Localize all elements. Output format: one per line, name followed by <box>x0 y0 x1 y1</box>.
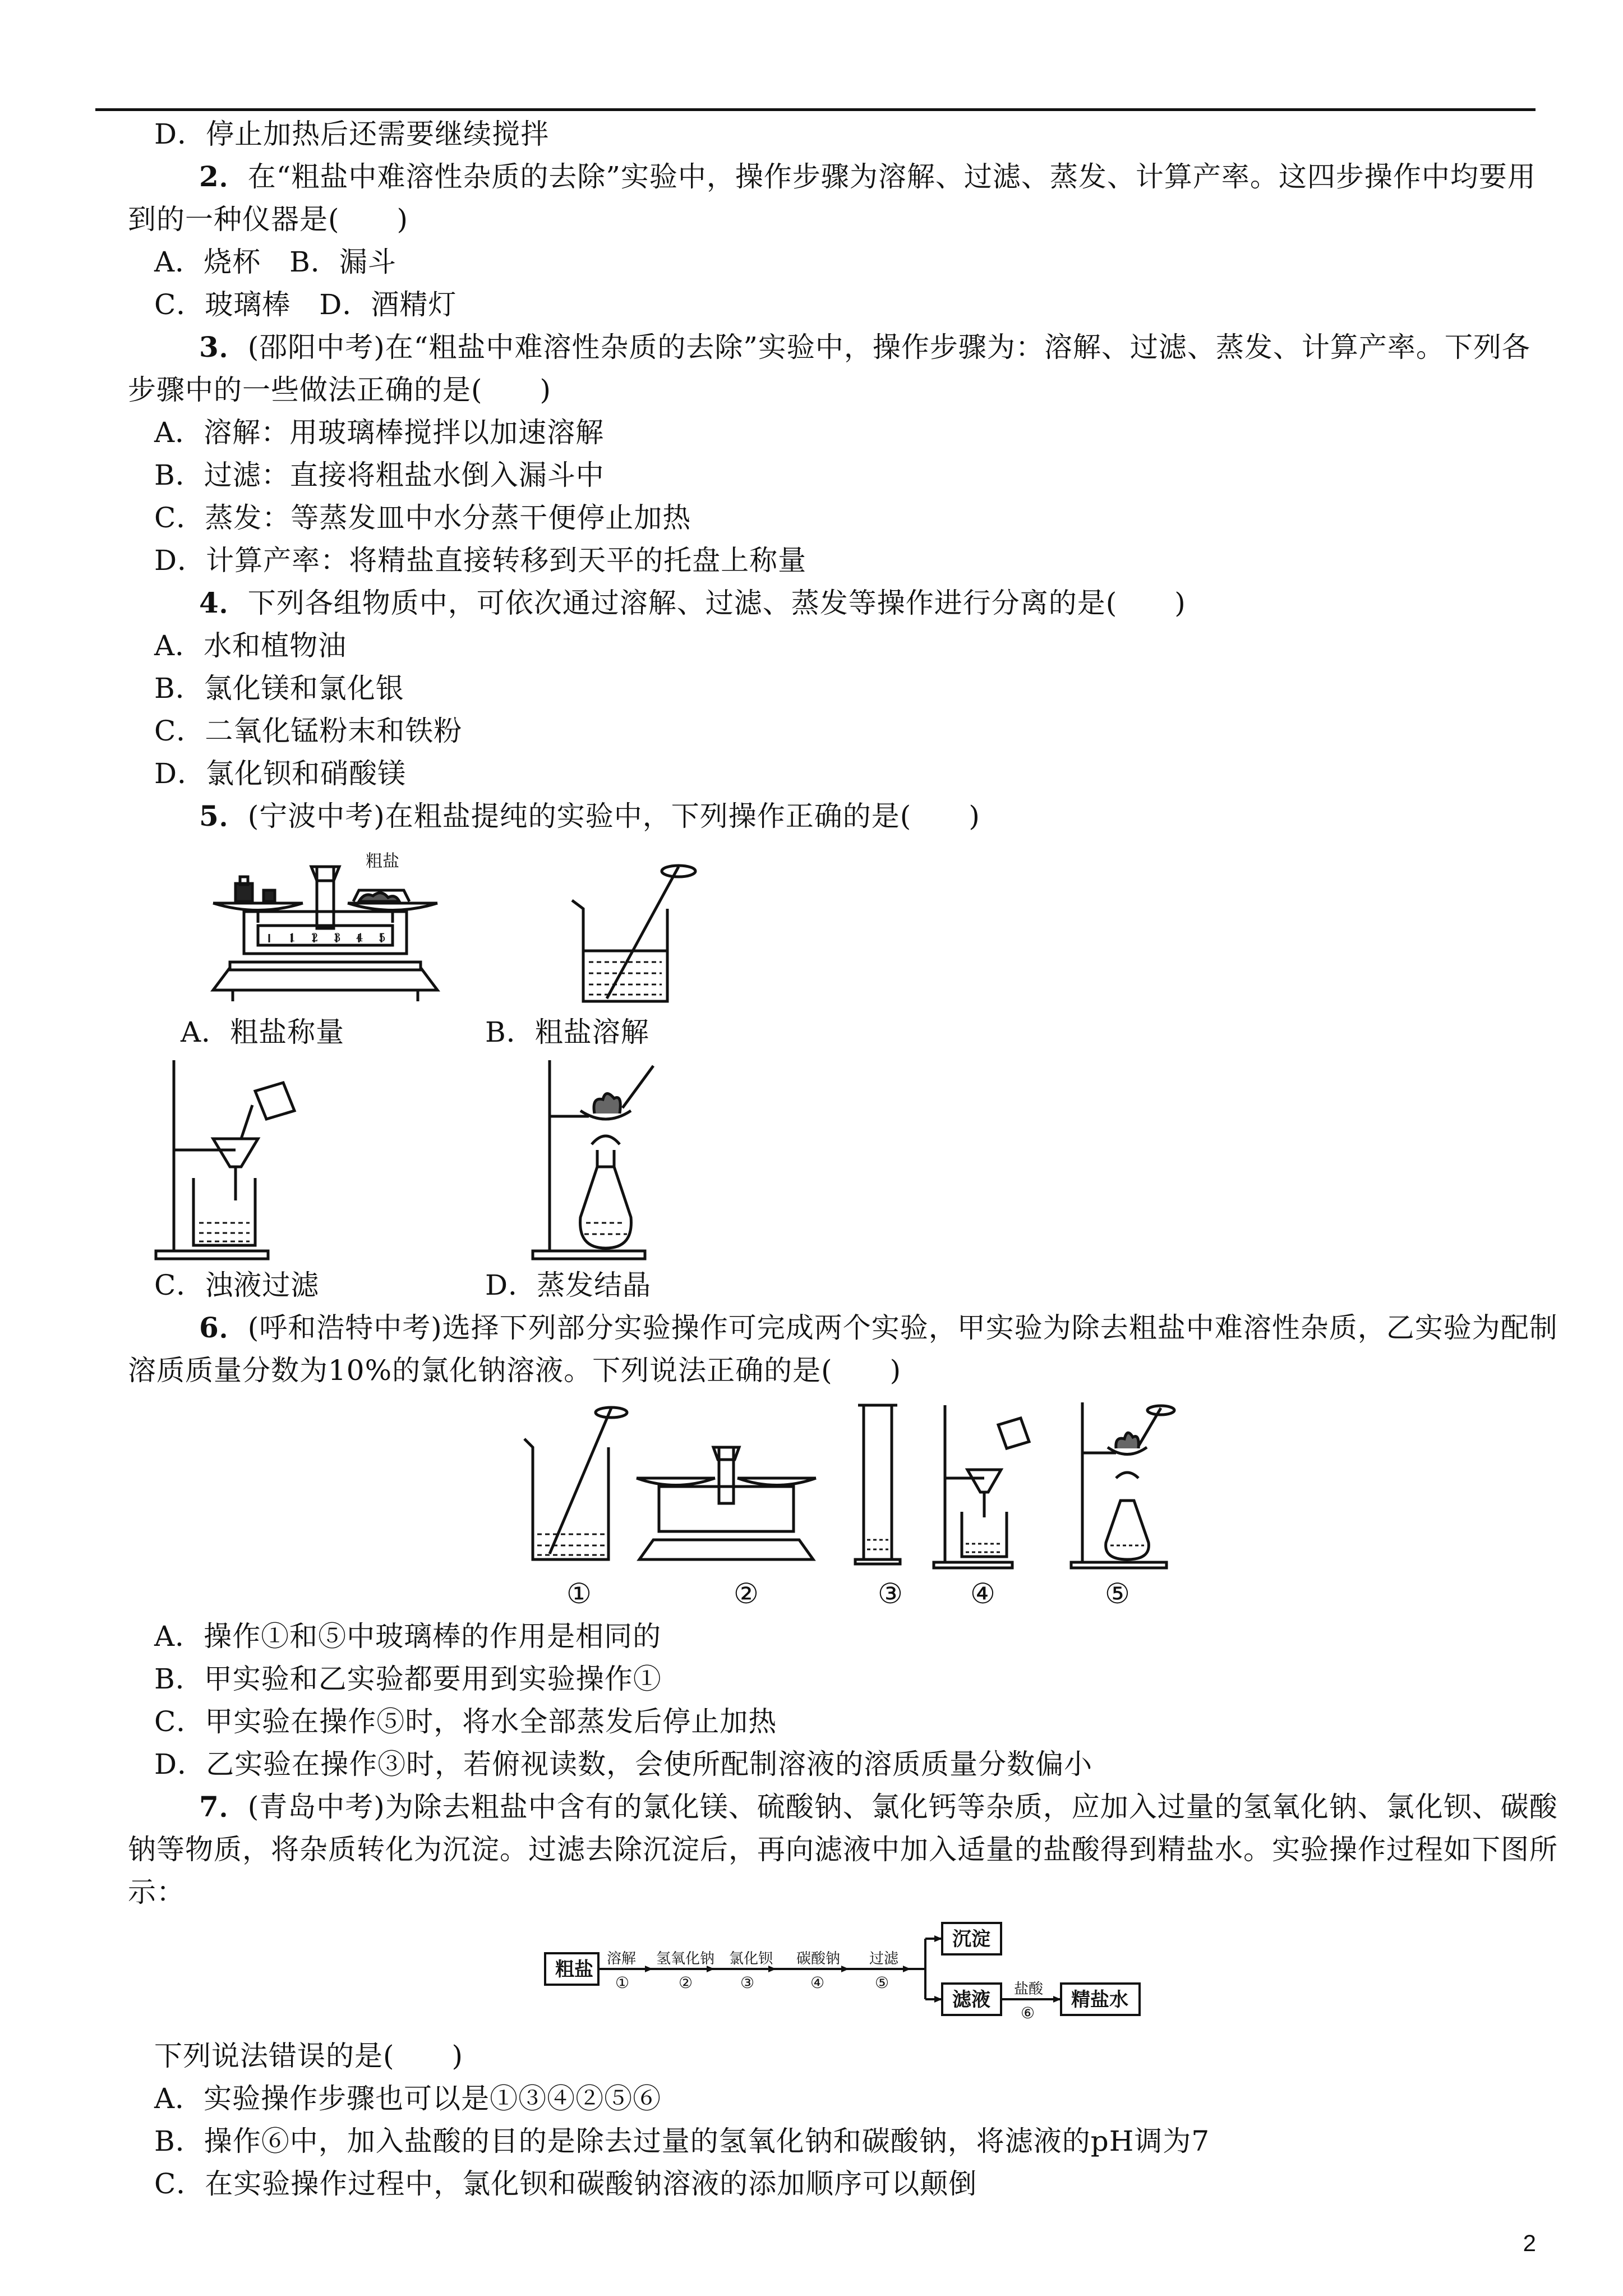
q7-stem-line3: 示： <box>128 1876 185 1908</box>
q6-option-a: A．操作①和⑤中玻璃棒的作用是相同的 <box>154 1620 662 1653</box>
q6-label-3: ③ <box>878 1577 903 1610</box>
q7-option-a: A．实验操作步骤也可以是①③④②⑤⑥ <box>154 2082 662 2115</box>
q7-stem-line2: 钠等物质，将杂质转化为沉淀。过滤去除沉淀后，再向滤液中加入适量的盐酸得到精盐水。实验操作过程如下图所 <box>128 1833 1558 1866</box>
q5-evaporation-figure <box>527 1055 673 1262</box>
q4-option-b: B．氯化镁和氯化银 <box>154 672 404 705</box>
q7-number: 7． <box>199 1790 248 1823</box>
q6-label-1: ① <box>566 1577 592 1610</box>
q6-label-2: ② <box>734 1577 759 1610</box>
flow-filtrate: 滤液 <box>952 1989 990 2011</box>
header-rule <box>95 108 1536 111</box>
q5-caption-d: D．蒸发结晶 <box>485 1269 652 1301</box>
q5-tick-5: 5 <box>379 931 386 944</box>
q6-option-c: C．甲实验在操作⑤时，将水全部蒸发后停止加热 <box>154 1705 777 1738</box>
q5-caption-b: B．粗盐溶解 <box>485 1016 649 1048</box>
q2-stem-line1: 在“粗盐中难溶性杂质的去除”实验中，操作步骤为溶解、过滤、蒸发、计算产率。这四步操作中均要用 <box>247 160 1536 193</box>
q2-stem-line2: 到的一种仪器是( ) <box>128 203 409 236</box>
q4-number: 4． <box>199 586 248 619</box>
q6-option-d: D．乙实验在操作③时，若俯视读数，会使所配制溶液的溶质质量分数偏小 <box>154 1748 1093 1780</box>
q2-number: 2． <box>199 160 248 193</box>
q6-option-b: B．甲实验和乙实验都要用到实验操作① <box>154 1663 662 1695</box>
q3-stem <box>199 329 1530 366</box>
flow-step1-top: 溶解 <box>607 1950 637 1967</box>
q4-option-d: D．氯化钡和硝酸镁 <box>154 757 407 790</box>
q2-options-ab: A．烧杯 B．漏斗 <box>154 246 396 278</box>
q5-balance-figure <box>191 850 460 1007</box>
flow-precipitate: 沉淀 <box>952 1928 990 1950</box>
flow-step3-top: 氯化钡 <box>729 1950 773 1967</box>
q3-option-a: A．溶解：用玻璃棒搅拌以加速溶解 <box>154 416 605 449</box>
q7-flowchart <box>538 1918 1155 2031</box>
q6-label-5: ⑤ <box>1105 1577 1131 1610</box>
flow-step4-top: 碳酸钠 <box>796 1950 841 1967</box>
flow-step4-bottom: ④ <box>810 1973 825 1992</box>
flow-step2-top: 氢氧化钠 <box>656 1950 715 1967</box>
q3-number: 3． <box>199 330 248 364</box>
q5-salt-label: 粗盐 <box>366 852 399 871</box>
page-number: 2 <box>1523 2230 1536 2256</box>
q7-option-b: B．操作⑥中，加入盐酸的目的是除去过量的氢氧化钠和碳酸钠，将滤液的pH调为7 <box>154 2125 1210 2157</box>
flow-start: 粗盐 <box>555 1958 593 1981</box>
q5-caption-a: A．粗盐称量 <box>181 1016 345 1048</box>
q7-stem <box>199 1788 1558 1825</box>
q5-tick-4: 4 <box>356 931 363 944</box>
q3-option-c: C．蒸发：等蒸发皿中水分蒸干便停止加热 <box>154 501 691 534</box>
q6-stem-line1: (呼和浩特中考)选择下列部分实验操作可完成两个实验，甲实验为除去粗盐中难溶性杂质，乙实验为配制 <box>247 1312 1558 1344</box>
q6-label-4: ④ <box>970 1577 996 1610</box>
q4-option-c: C．二氧化锰粉末和铁粉 <box>154 715 463 747</box>
q4-stem-line1: 下列各组物质中，可依次通过溶解、过滤、蒸发等操作进行分离的是( ) <box>247 587 1186 619</box>
q5-tick-1: 1 <box>289 931 296 944</box>
q5-number: 5． <box>199 799 248 832</box>
flow-step3-bottom: ③ <box>740 1973 755 1992</box>
q5-caption-c: C．浊液过滤 <box>154 1269 320 1301</box>
q5-stem-line1: (宁波中考)在粗盐提纯的实验中，下列操作正确的是( ) <box>247 800 980 832</box>
q5-tick-3: 3 <box>334 931 341 944</box>
flow-step5-top: 过滤 <box>869 1950 899 1967</box>
q6-operations-figure <box>516 1397 1206 1571</box>
flow-acid-top: 盐酸 <box>1014 1981 1044 1998</box>
q3-option-b: B．过滤：直接将粗盐水倒入漏斗中 <box>154 459 605 491</box>
q5-tick-2: 2 <box>311 931 319 944</box>
q7-stem-line1: (青岛中考)为除去粗盐中含有的氯化镁、硫酸钠、氯化钙等杂质，应加入过量的氢氧化钠、氯化钡、碳酸 <box>247 1791 1558 1823</box>
q7-option-c: C．在实验操作过程中，氯化钡和碳酸钠溶液的添加顺序可以颠倒 <box>154 2168 978 2200</box>
q1-option-d: D．停止加热后还需要继续搅拌 <box>154 118 550 150</box>
q6-number: 6． <box>199 1311 248 1344</box>
flow-acid-bottom: ⑥ <box>1021 2004 1035 2022</box>
q6-stem <box>199 1309 1558 1346</box>
flow-step2-bottom: ② <box>679 1973 693 1992</box>
q4-option-a: A．水和植物油 <box>154 629 347 662</box>
q5-filtration-figure <box>151 1055 308 1262</box>
q3-option-d: D．计算产率：将精盐直接转移到天平的托盘上称量 <box>154 544 807 577</box>
flow-step1-bottom: ① <box>615 1973 630 1992</box>
q4-stem <box>199 585 1186 622</box>
q5-beaker-figure <box>555 855 712 1013</box>
q2-stem <box>199 158 1536 195</box>
q3-stem-line1: (邵阳中考)在“粗盐中难溶性杂质的去除”实验中，操作步骤为：溶解、过滤、蒸发、计算产率。下列各 <box>247 331 1530 364</box>
q7-question: 下列说法错误的是( ) <box>154 2040 464 2072</box>
q6-stem-line2: 溶质质量分数为10%的氯化钠溶液。下列说法正确的是( ) <box>128 1354 902 1387</box>
q5-stem <box>199 798 980 835</box>
q2-options-cd: C．玻璃棒 D．酒精灯 <box>154 288 457 321</box>
flow-product: 精盐水 <box>1071 1989 1128 2011</box>
q3-stem-line2: 步骤中的一些做法正确的是( ) <box>128 374 552 406</box>
flow-step5-bottom: ⑤ <box>875 1973 889 1992</box>
